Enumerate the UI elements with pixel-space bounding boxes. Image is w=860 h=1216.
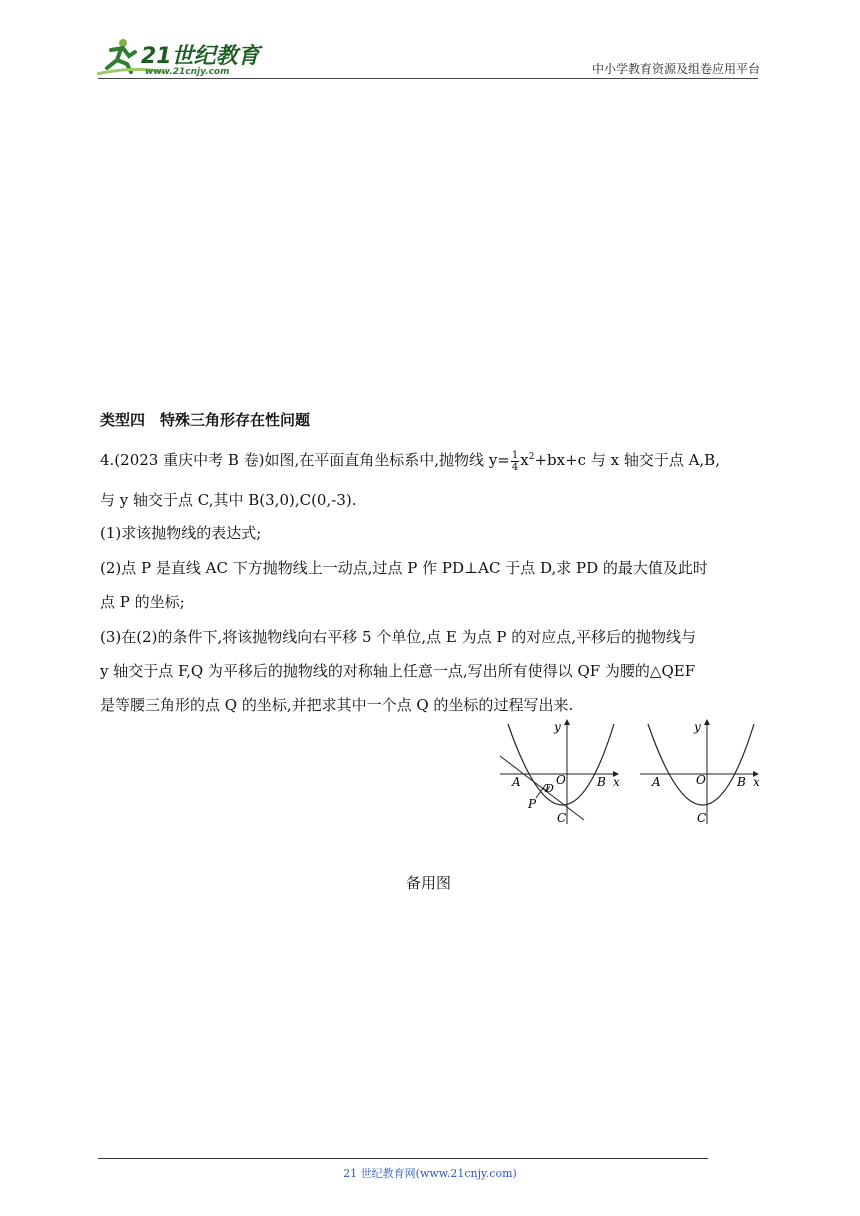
label-o: O bbox=[556, 773, 566, 787]
site-logo bbox=[93, 36, 263, 78]
label-c: C bbox=[557, 811, 567, 825]
label-a: A bbox=[652, 775, 661, 789]
problem-line-2: 与 y 轴交于点 C,其中 B(3,0),C(0,-3). bbox=[100, 491, 357, 509]
label-y: y bbox=[554, 720, 561, 734]
footer-divider bbox=[98, 1158, 708, 1159]
parabola bbox=[648, 724, 754, 805]
label-o: O bbox=[696, 773, 706, 787]
label-y: y bbox=[694, 720, 701, 734]
question-3-line-1: (3)在(2)的条件下,将该抛物线向右平移 5 个单位,点 E 为点 P 的对应点,平移后的抛物线与 bbox=[100, 628, 696, 646]
figure-caption: 备用图 bbox=[406, 874, 452, 892]
figure-backup bbox=[636, 716, 766, 828]
question-2-line-2: 点 P 的坐标; bbox=[100, 593, 185, 611]
fraction: $\frac{1}{4}$ bbox=[511, 449, 519, 473]
question-3-line-3: 是等腰三角形的点 Q 的坐标,并把求其中一个点 Q 的坐标的过程写出来. bbox=[100, 696, 574, 714]
label-x: x bbox=[613, 775, 620, 789]
figure-main bbox=[496, 716, 626, 828]
problem-line-1: 4.(2023 重庆中考 B 卷)如图,在平面直角坐标系中,抛物线 y= $\frac{1}{4}$ $x^2+bx+c$ 与 x 轴交于点 A,B, bbox=[100, 449, 720, 473]
label-p: P bbox=[528, 797, 537, 811]
question-3-line-2: y 轴交于点 F,Q 为平移后的抛物线的对称轴上任意一点,写出所有使得以 QF 为腰的△QEF bbox=[100, 662, 696, 680]
question-2-line-1: (2)点 P 是直线 AC 下方抛物线上一动点,过点 P 作 PD⊥AC 于点 D,求 PD 的最大值及此时 bbox=[100, 559, 708, 577]
label-a: A bbox=[512, 775, 521, 789]
label-d: D bbox=[545, 782, 554, 795]
logo-text: 21世纪教育 bbox=[141, 44, 260, 69]
question-1: (1)求该抛物线的表达式; bbox=[100, 524, 262, 542]
logo-url: www.21cnjy.com bbox=[145, 67, 230, 77]
parabola bbox=[508, 724, 614, 805]
label-b: B bbox=[597, 775, 606, 789]
section-title: 类型四 特殊三角形存在性问题 bbox=[100, 411, 311, 429]
header-divider bbox=[98, 78, 758, 79]
label-c: C bbox=[697, 811, 707, 825]
header-platform-text: 中小学教育资源及组卷应用平台 bbox=[591, 62, 760, 76]
label-x: x bbox=[753, 775, 760, 789]
label-b: B bbox=[737, 775, 746, 789]
footer-link[interactable]: 21 世纪教育网(www.21cnjy.com) bbox=[343, 1167, 517, 1180]
